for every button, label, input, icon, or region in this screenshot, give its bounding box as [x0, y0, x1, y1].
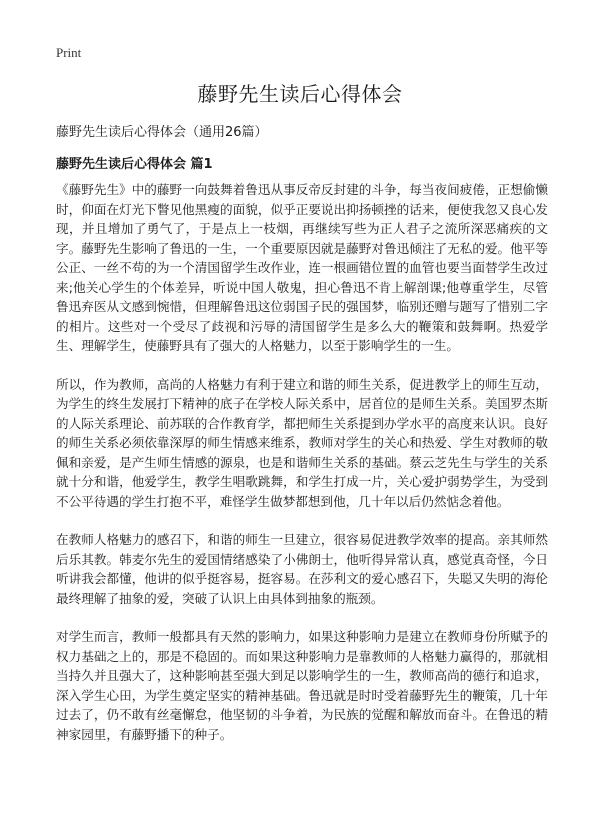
paragraph-4: 对学生而言，教师一般都具有天然的影响力，如果这种影响力是建立在教师身份所赋予的权力基础之上的，那是不稳固的。而如果这种影响力是靠教师的人格魅力赢得的，那就相当持久并且强大了，这种影响甚至强大到足以影响学生的一生，教师高尚的德行和追求，深入学生心田，为学生奠定坚实的精神基础。鲁迅就是时时受着藤野先生的鞭策，几十年过去了，仍不敢有丝毫懈怠，他坚韧的斗争着，为民族的觉醒和解放而奋斗。在鲁迅的精神家园里，有藤野播下的种子。: [56, 629, 548, 742]
paragraph-3: 在教师人格魅力的感召下，和谐的师生一旦建立，很容易促进教学效率的提高。亲其师然后乐其教。韩麦尔先生的爱国情绪感染了小佛朗士，他听得异常认真，感觉真奇怪，今日听讲我会都懂，他讲的似乎挺容易，挺容易。在莎利文的爱心感召下，失聪又失明的海伦最终理解了抽象的爱，突破了认识上由具体到抽象的瓶颈。: [56, 532, 548, 606]
page-title: 藤野先生读后心得体会: [197, 82, 403, 106]
article-body: [56, 180, 548, 763]
paragraph-2: 所以，作为教师，高尚的人格魅力有利于建立和谐的师生关系，促进教学上的师生互动，为学生的终生发展打下精神的底子在学校人际关系中，居首位的是师生关系。美国罗杰斯的人际关系理论、前苏联的合作教育学，都把师生关系提到办学水平的高度来认识。良好的师生关系必须依靠深厚的师生情感来维系，教师对学生的关心和热爱、学生对教师的敬佩和亲爱，是产生师生情感的源泉，也是和谐师生关系的基础。蔡云芝先生与学生的关系就十分和谐，他爱学生，教学生唱歌跳舞，和学生打成一片，关心爱护弱势学生，为受到不公平待遇的学生打抱不平，难怪学生做梦都想到他，几十年以后仍然惦念着他。: [56, 376, 548, 509]
paragraph-1: 《藤野先生》中的藤野一向鼓舞着鲁迅从事反帝反封建的斗争，每当夜间疲倦，正想偷懒时，仰面在灯光下瞥见他黑瘦的面貌，似乎正要说出抑扬顿挫的话来，便使我忽又良心发现，并且增加了勇气了，于是点上一枝烟，再继续写些为正人君子之流所深恶痛疾的文字。藤野先生影响了鲁迅的一生，一个重要原因就是藤野对鲁迅倾注了无私的爱。他平等公正、一丝不苟的为一个清国留学生改作业，连一根画错位置的血管也要当面替学生改过来;他关心学生的个体差异，听说中国人敬鬼，担心鲁迅不肯上解剖课;他尊重学生，尽管鲁迅弃医从文感到惋惜，但理解鲁迅这位弱国子民的强国梦，临别还赠与题写了惜别二字的相片。这些对一个受尽了歧视和污辱的清国留学生是多么大的鞭策和鼓舞啊。热爱学生、理解学生，使藤野具有了强大的人格魅力，以至于影响学生的一生。: [56, 182, 548, 353]
print-link[interactable]: Print: [56, 45, 82, 60]
section-heading: 藤野先生读后心得体会 篇1: [56, 157, 213, 172]
document-subtitle: 藤野先生读后心得体会（通用26篇）: [56, 125, 268, 140]
